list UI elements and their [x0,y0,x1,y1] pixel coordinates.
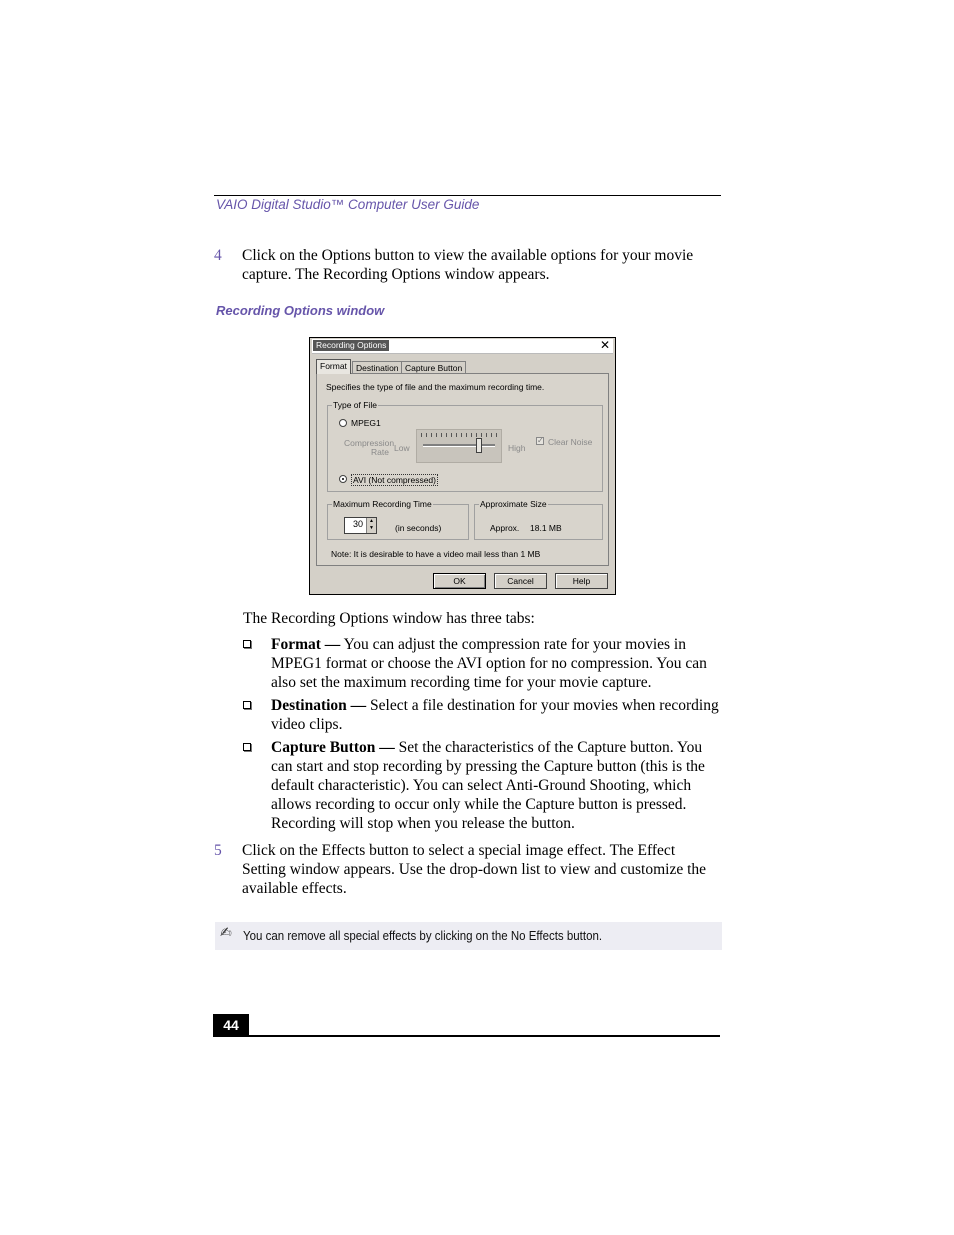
type-of-file-legend: Type of File [333,400,377,410]
approximate-size-group [474,499,603,540]
dialog-note: Note: It is desirable to have a video mail less than 1 MB [331,549,541,559]
bullet-text: Select a file destination for your movies when recording video clips. [271,697,719,733]
panel-description: Specifies the type of file and the maximum recording time. [326,382,545,392]
avi-label: AVI (Not compressed) [353,475,436,485]
cancel-button[interactable]: Cancel [494,573,547,589]
low-label: Low [394,443,410,453]
dialog-titlebar [312,339,613,354]
step-text: Click on the Options button to view the available options for your movie capture. The Recording Options window appears. [242,247,694,283]
avi-radio[interactable] [339,475,347,483]
step-text: Click on the Effects button to select a special image effect. The Effect Setting window appears. Use the drop-down list to view and customize the available effects. [242,842,707,897]
seconds-label: (in seconds) [395,523,442,533]
compression-rate-label: Rate [371,447,389,457]
recording-time-stepper[interactable] [344,517,377,534]
bullet-format [243,635,721,692]
clear-noise-checkbox[interactable]: ✓ [537,436,544,445]
compression-label: Compression [344,438,395,448]
figure-caption: Recording Options window [216,303,385,318]
bullet-term: Capture Button — [271,739,395,756]
high-label: High [508,443,526,453]
format-panel [316,373,609,566]
bullet-capture-button [243,738,721,833]
tab-format[interactable]: Format [316,359,351,374]
approx-size-value: 18.1 MB [530,523,562,533]
type-of-file-group [327,400,603,492]
clear-noise-label: Clear Noise [548,437,593,447]
bullet-box-icon [243,743,251,751]
tab-capture-button[interactable]: Capture Button [401,361,466,374]
step-number: 4 [214,247,222,264]
tabs-intro: The Recording Options window has three tabs: [243,610,535,627]
note-text: You can remove all special effects by clicking on the No Effects button. [243,929,603,943]
recording-time-value: 30 [353,519,364,529]
approximate-size-legend: Approximate Size [480,499,547,509]
note-box [215,922,722,950]
ok-button[interactable]: OK [433,573,486,589]
bullet-text: You can adjust the compression rate for your movies in MPEG1 format or choose the AVI option for no compression. You can also set the maximum recording time for your movie capture. [271,636,707,691]
compression-slider[interactable] [416,429,502,463]
approx-label: Approx. [490,523,520,533]
step-5 [214,841,722,898]
bullet-term: Format — [271,636,341,653]
page-number: 44 [213,1014,249,1036]
bullet-text: Set the characteristics of the Capture button. You can start and stop recording by pressing the Capture button (this is the default characteristic). You can select Anti-Ground Shooting, which allows recording to occur only while the Capture button is pressed. Recording will stop when you release the button. [271,739,705,832]
stepper-arrows-icon[interactable]: ▲ ▼ [366,518,376,533]
pencil-note-icon: ✍ [220,925,232,941]
footer-rule [213,1035,720,1037]
guide-title: VAIO Digital Studio™ Computer User Guide [216,197,480,212]
bullet-term: Destination — [271,697,367,714]
mpeg1-label: MPEG1 [351,418,381,428]
max-recording-time-legend: Maximum Recording Time [333,499,432,509]
bullet-box-icon [243,640,251,648]
close-icon[interactable]: ✕ [599,338,610,352]
tab-destination[interactable]: Destination [352,361,403,374]
max-recording-time-group [327,499,469,540]
recording-options-dialog [309,337,616,595]
slider-thumb[interactable] [476,438,482,453]
bullet-destination [243,696,721,734]
help-button[interactable]: Help [555,573,608,589]
step-4 [214,246,722,284]
header-rule [214,195,721,196]
mpeg1-radio[interactable] [339,419,347,427]
step-number: 5 [214,842,222,859]
bullet-box-icon [243,701,251,709]
dialog-title: Recording Options [313,340,389,351]
